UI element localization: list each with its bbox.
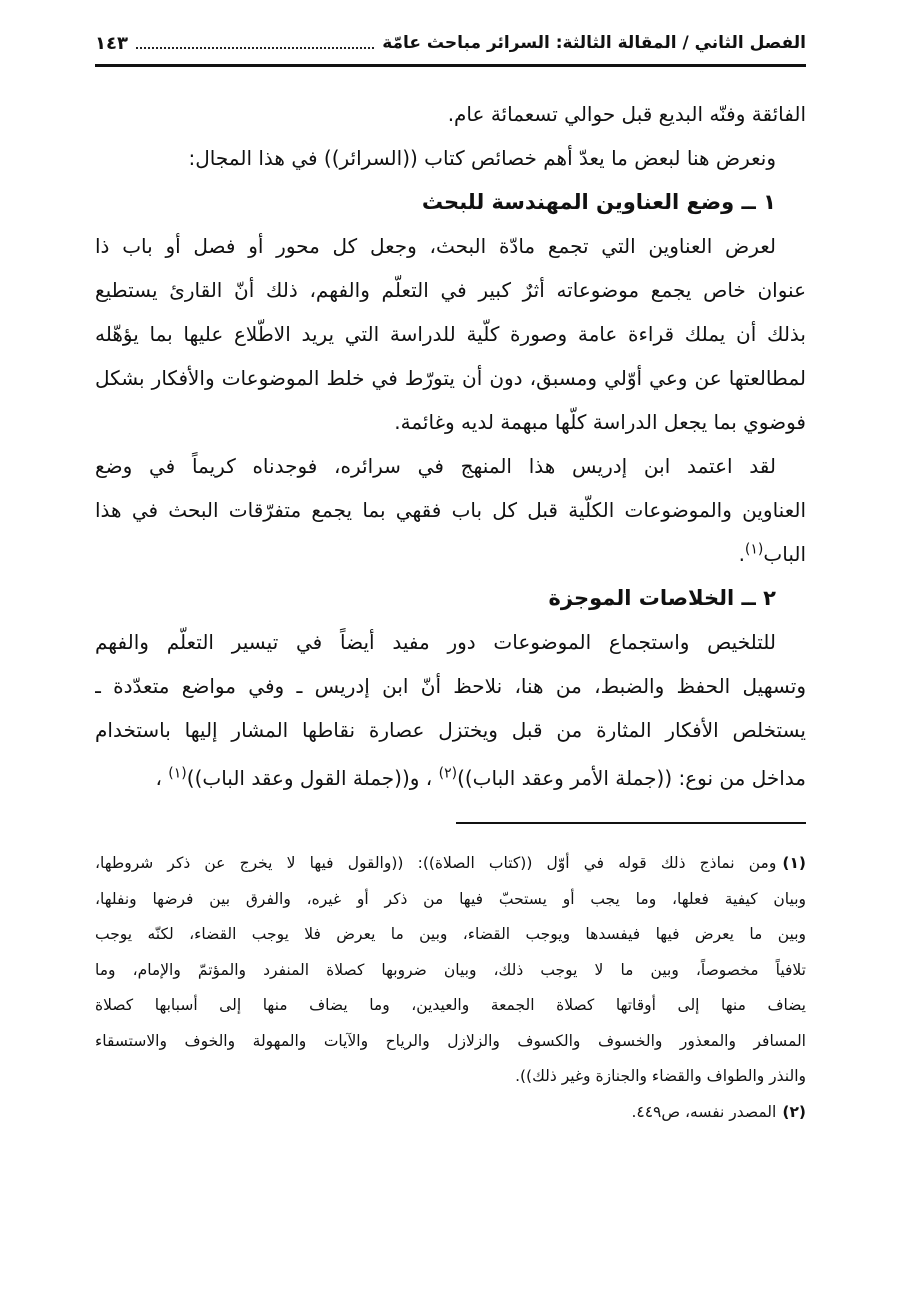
footnote-1-number: (١) — [782, 854, 806, 872]
text-line: ونعرض هنا لبعض ما يعدّ أهم خصائص كتاب ((السرائر)) في هذا المجال: — [188, 146, 776, 170]
footnote-1-line: وبيان كيفية فعلها، وما يجب أو يستحبّ فيها من ذكر أو غيره، والفرق بين فرضها ونفلها، — [95, 889, 806, 908]
footnote-1-line: المسافر والمعذور والخسوف والكسوف والزلازل والرياح والآيات والمهولة والخوف والاستسقاء — [95, 1031, 806, 1050]
text-line: الفائقة وفنّه البديع قبل حوالي تسعمائة عام. — [447, 102, 806, 126]
text-fragment: مداخل من نوع: ((جملة الأمر وعقد الباب)) — [457, 766, 806, 790]
text-line: لعرض العناوين التي تجمع مادّة البحث، وجعل كل محور أو فصل أو باب ذا — [95, 234, 776, 258]
text-line: العناوين والموضوعات الكلّية قبل كل باب فقهي بما يجمع متفرّقات البحث في هذا — [95, 498, 806, 522]
page-number: ١٤٣ — [95, 32, 128, 54]
header-rule — [95, 64, 806, 67]
text-line: للتلخيص واستجماع الموضوعات دور مفيد أيضاً في تيسير التعلّم والفهم — [95, 630, 776, 654]
text-line: لمطالعتها عن وعي أوّلي ومسبق، دون أن يتورّط في خلط الموضوعات والأفكار بشكل — [95, 366, 806, 390]
text-line — [95, 532, 806, 576]
footnote-1-line: تلافياً مخصوصاً، وبين ما لا يوجب ذلك، وبيان ضروبها كصلاة المنفرد والمؤتمّ والإمام، وما — [95, 960, 806, 979]
text-line: وتسهيل الحفظ والضبط، من هنا، نلاحظ أنّ ابن إدريس ـ وفي مواضع متعدّدة ـ — [95, 674, 806, 698]
footnotes — [95, 846, 806, 1130]
text-line: لقد اعتمد ابن إدريس هذا المنهج في سرائره، فوجدناه كريماً في وضع — [95, 454, 776, 478]
footnote-1-line: وبين ما يعرض فيها فيفسدها ويوجب القضاء، وبين ما يعرض فلا يوجب القضاء، لكنّه يوجب — [95, 925, 806, 943]
text-fragment: ، — [155, 766, 162, 790]
footnote-text: ومن نماذج ذلك قوله في أوّل ((كتاب الصلاة)): ((والقول فيها لا يخرج عن ذكر شروطها، — [95, 854, 777, 872]
text-line: بذلك أن يملك قراءة عامة وصورة كلّية للدراسة التي يريد الاطّلاع عليها بما يؤهّله — [95, 322, 806, 346]
text-fragment: ، و((جملة القول وعقد الباب)) — [186, 766, 433, 790]
paragraph-end-text: الباب — [763, 542, 806, 566]
period: . — [738, 542, 745, 566]
section-heading-1: ١ ــ وضع العناوين المهندسة للبحث — [421, 190, 776, 214]
chapter-title: الفصل الثاني / المقالة الثالثة: السرائر مباحث عامّة — [382, 33, 806, 53]
footnote-reference: (١) — [168, 765, 187, 782]
footnote-reference: (١) — [744, 541, 764, 558]
running-header — [95, 28, 806, 58]
footnote-text: المصدر نفسه، ص٤٤٩. — [631, 1102, 777, 1121]
footnote-1-line: يضاف منها إلى أوقاتها كصلاة الجمعة والعيدين، وما يضاف منها إلى أسبابها كصلاة — [95, 996, 806, 1014]
text-line: عنوان خاص يجمع موضوعاته أثرٌ كبير في التعلّم والفهم، ذلك أنّ القارئ يستطيع — [95, 278, 806, 302]
text-line: فوضوي بما يجعل الدراسة كلّها مبهمة لديه وغائمة. — [394, 410, 806, 434]
header-leader-dots — [136, 37, 374, 49]
text-line: يستخلص الأفكار المثارة من قبل ويختزل عصارة نقاطها المشار إليها باستخدام — [95, 718, 806, 742]
footnote-reference: (٢) — [438, 765, 458, 782]
section-heading-2: ٢ ــ الخلاصات الموجزة — [548, 586, 776, 610]
footnote-1-line — [95, 846, 806, 882]
text-line — [95, 752, 806, 804]
footnote-2-number: (٢) — [782, 1102, 806, 1121]
footnote-2-line — [95, 1095, 806, 1131]
footnote-separator — [456, 822, 806, 824]
footnote-1-line: والنذر والطواف والقضاء والجنازة وغير ذلك)). — [515, 1067, 806, 1085]
main-text — [95, 92, 806, 804]
